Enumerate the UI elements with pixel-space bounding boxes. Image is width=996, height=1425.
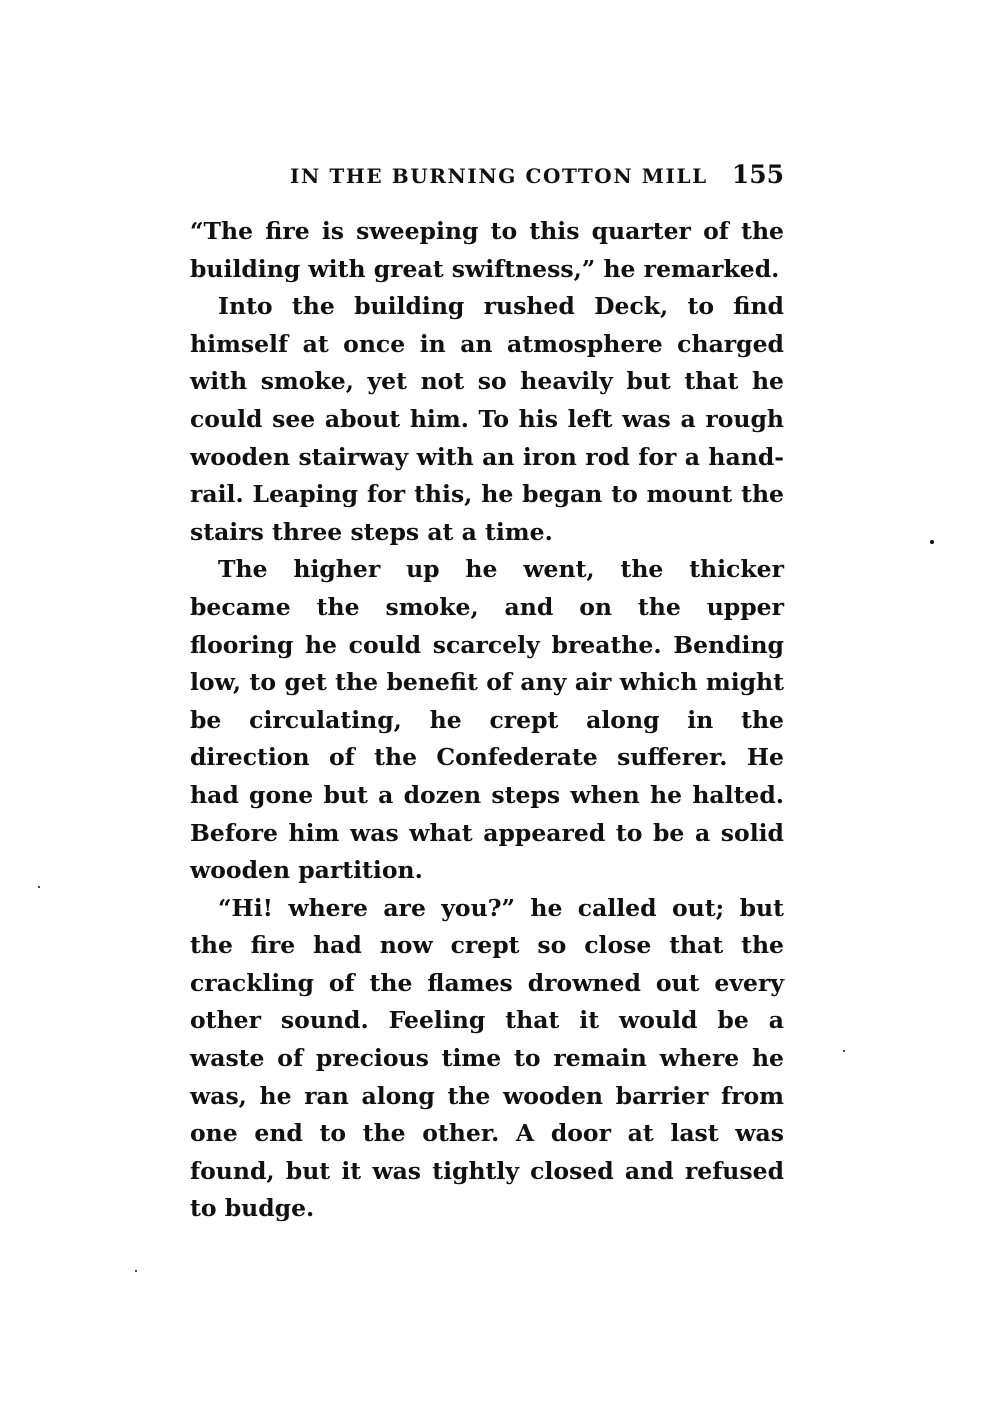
scan-speck	[135, 1270, 137, 1272]
page-number: 155	[731, 160, 784, 189]
paragraph-3: The higher up he went, the thicker became the smoke, and on the upper flooring he could scarcely breathe. Bending low, to get the benefit of any air which might be circulating, he crept along in the direction of the Confederate sufferer. He had gone but a dozen steps when he halted. Before him was what appeared to be a solid wooden partition.	[190, 555, 784, 885]
body-text	[190, 213, 784, 1228]
paragraph-2: Into the building rushed Deck, to find himself at once in an atmosphere charged with smoke, yet not so heavily but that he could see about him. To his left was a rough wooden stairway with an iron rod for a hand-rail. Leaping for this, he began to mount the stairs three steps at a time.	[190, 292, 784, 546]
scan-speck	[38, 886, 40, 888]
running-head	[190, 160, 786, 194]
scan-speck	[843, 1050, 845, 1052]
paragraph-1: “The fire is sweeping to this quarter of the building with great swiftness,” he remarked.	[190, 217, 784, 283]
scan-speck	[930, 540, 934, 544]
running-title: IN THE BURNING COTTON MILL	[290, 164, 708, 188]
paragraph-4: “Hi! where are you?” he called out; but the fire had now crept so close that the crackling of the flames drowned out every other sound. Feeling that it would be a waste of precious time to remain where he was, he ran along the wooden barrier from one end to the other. A door at last was found, but it was tightly closed and refused to budge.	[190, 893, 784, 1223]
